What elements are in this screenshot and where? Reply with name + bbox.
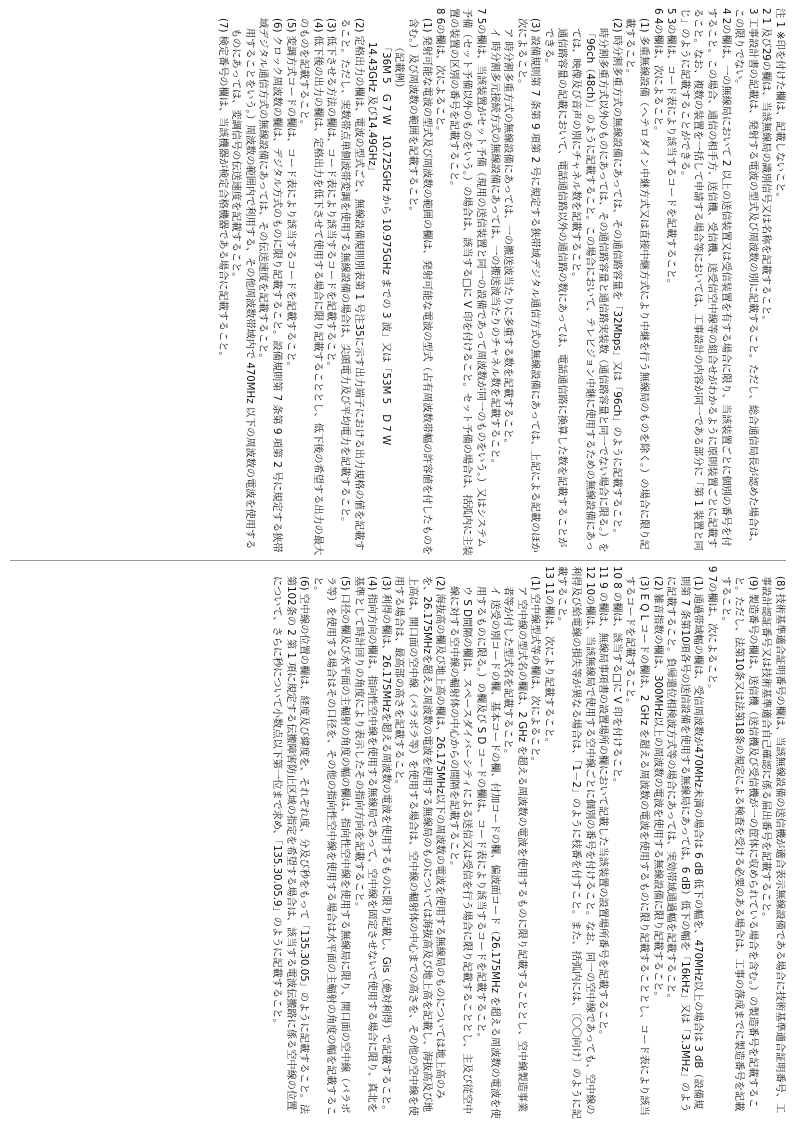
note-line: 時分割多重方式以外のものにあっては、その通信路容量と通信路実装数（通信路容量と同一でない場合に限る。）を「96ch（48ch）」のように記載すること。この場合において、テレビジョン中継に使用するための無線設備にあっては、映像及び音声の別にチャネル数を記載すること。 — [570, 28, 609, 553]
note-line: (9) 製造番号の欄は、送信機（送信機及び受信機が一の筐体に収められている場合を含む。）の製造番号を記載すること。ただし、法第10条又は法第18条の規定による検査を受ける必要のある場合は、工事の落成までに製造番号を記載すること。 — [719, 576, 758, 1112]
note-line: 3 工事設計書の記載は、発射する電波の型式及び周波数の別に記載すること。ただし、総合通信局長が認めた場合は、この限りでない。 — [733, 8, 758, 548]
note-line: 注 1 ※印を付けた欄は、記載しないこと。 — [774, 8, 785, 203]
note-line: (4) 指向方向の欄は、指向性空中線を使用する無線局であって、空中線を固定させないで使用する場合に限り、真北を基準として時計回りの角度により表示したその指向方向を記載すること。 — [352, 576, 378, 1113]
note-line: (1) 発射可能な電波の型式及び周波数の範囲の欄は、発射可能な電波の型式（占有周波数帯幅の許容値を付したものを含む。）及び周波数の範囲を記載すること。 — [406, 18, 432, 556]
note-line: (4) 低下後の出力の欄は、定格出力を低下させて使用する場合に限り記載することとし、低下後の希望する出力の最大のものを記載すること。 — [298, 18, 323, 556]
note-line: ウ S D間隔の欄は、スペースダイバーシティによる送信又は受信を行う場合に限り記載することとし、主及び従空中線に対する空中線の輻射体の中心からの間隔を記載すること。 — [447, 586, 473, 1115]
note-line: イ 送受の別コードの欄、基本コードの欄、付加コードの欄、偏波面コード（26.175MHz を超える周波数の電波を使用するものに限る。）の欄及び S D コードの欄は、コード表により該当するコードを記載すること。 — [474, 586, 500, 1119]
note-line: 7 5の欄は、当該装置がセット予備（現用の送信装置と同一の設備であって周波数が同一のものをいう。）又はシステム予備（セット予備以外のものをいう。）の場合は、該当する□に V 印を付けること。セット予備の場合は、括弧内に主装置の装置の区別の番号を記載すること。 — [447, 8, 486, 556]
note-line: (3) 設備規則第 7 条第 9 項第 2 号に規定する狭帯域デジタル通信方式の無線設備にあっては、上記による記載のほか次によること。 — [515, 18, 541, 553]
note-line: 4 2の欄は、一の無線局において 2 以上の送信装置又は受信装置を有する場合に限り、当該装置ごとに個別の番号を付すること。この場合、通信の相手方、送信機、受信機、送受信空中線等の組合せがわかるように原則装置ごとに記載すること。なお、複数の装置を一括して申請する場合等においては、工事設計の内容が同一である部分に「第 1 装置と同じ」のように記載することができる。 — [678, 8, 731, 551]
note-line: (2) 海抜高の欄及び地上高の欄は、26.175MHz以下の周波数の電波を使用する無線局のものについては地上高のみを、26.175MHzを超える周波数の電波を使用する無線局のものについては海抜高及び地上高を記載し、海抜高及び地上高は、開口面の空中線（パラボラ等）を使用する場合は、空中線の輻射体の中心までの高さを、その他の空中線を使用する場合は、最高部の高さを記載すること。 — [393, 576, 446, 1116]
note-line: (5) 口径の欄及び水平面の主輻射の角度の幅の欄は、指向性空中線を使用する無線局に限り、開口面の空中線（パラボラ等）を使用する場合はその口径を、その他の指向性空中線を使用する場合は水平面の主輻射の角度の幅を記載すること。 — [311, 576, 350, 1116]
note-line: (1) 空中線型式等の欄は、次によること。 — [529, 576, 541, 767]
note-line: 13 11の欄は、次により記載すること。 — [542, 566, 554, 748]
note-line: (1) 通過帯域幅の欄は、受信周波数が470MHz未満の場合は 6 dB 低下の幅を、470MHz以上の場合は 3 dB（設備規則第 7 条第10項各号の送信設備を使用する無線局にあっては、6 dB）低下の幅を「16kHz」又は「3.3MHz」のように記載すること。負帰還位相検波方式等の場合にあっては、実効帯域通過幅を記載すること。 — [665, 576, 704, 1113]
note-line: (2) 雑音指数の欄は、300MHz以上の周波数の電波を使用する無線設備に限り記載すること。 — [651, 576, 663, 1002]
note-line: 通信路容量の記載において、電話通信路以外の通信路の数にあっては、電話通信路に換算した数を記載することができる。 — [542, 28, 568, 548]
note-line: 10 8 の欄は、該当する□に V 印を付けること。 — [610, 566, 622, 789]
note-line: 5 3の欄は、コード表により該当するコードを記載すること。 — [665, 8, 677, 290]
section-divider — [10, 560, 786, 561]
note-line: (8) 技術基準適合証明番号の欄は、当該無線設備の送信機が適合表示無線設備である場合に技術基準適合証明番号、工事設計認証番号又は技術基準適合自己確認に係る届出番号を記載すること。 — [760, 576, 785, 1114]
note-line: (6) クロック周波数の欄は、デジタル方式のものに限り記載すること。設備規則第 7 条第 9 項第 2 号に規定する狭帯域デジタル通信方式の無線設備にあっては、その伝送速度を記載すること。 — [257, 18, 283, 553]
note-line: イ 時分割多元接続方式の無線設備にあっては、一の搬送波当たりのチャネル数を記載すること。 — [488, 28, 500, 469]
note-line: (7) 検定番号の欄は、当該機器が検定合格機器である場合に記載すること。 — [216, 18, 228, 362]
notes-lower-block — [10, 566, 786, 1119]
note-line: 11 9 の欄は、無線局事項書の設置場所の欄において記載した当該装置の設置場所番号を記載すること。 — [597, 566, 609, 1041]
note-line: (2) 定格出力の欄は、電波の型式ごと、無線設備規則別表第 1 号注35に示す出力端子における出力規格の値を記載すること。ただし、実数帯点単側波帯変調を使用する無線設備の場合は、尖頭電力及び平均電力を記載すること。 — [339, 18, 364, 551]
note-line: (3) 低下させる方法の欄は、コード表により該当するコードを記載すること。 — [325, 18, 337, 372]
note-line: 9 7の欄は、次によること。 — [706, 566, 718, 695]
note-line: 12 10の欄は、当該無線局で使用する空中線ごとに個別の番号を付けること。なお、同一の空中線であっても、空中線の利得及び給電線の損失等が異なる場合は、「1－2」のように枝番を付すこと。また、括弧内には、〔〇〇向け〕のように記載すること。 — [556, 566, 595, 1119]
note-line: 「36M 5 G 7 W 10.725GHz から 10.975GHz までの 3 波」又は「53M 5 D 7 W — [379, 42, 391, 446]
note-line: ア 空中線の型式名の欄は、2 GHz を超える周波数の電波を使用するものに限り記載することとし、空中線製造事業者等が付した型式名を記載すること。 — [502, 586, 527, 1113]
note-line: (1) 多重無線設備（ヘテロダイン中継方式又は直接中継方式により中継を行う無線局のものを除く。）の場合に限り記載すること。 — [624, 18, 650, 550]
note-line: 8 6の欄は、次によること。 — [434, 8, 446, 137]
note-line: ア 時分割多重方式の無線設備にあっては、一の搬送波当たりに多重する数を記載すること。 — [502, 28, 514, 449]
note-line: 2 1 及び29の欄は、当該無線局の識別信号又は名称を記載すること。 — [760, 8, 772, 326]
note-line: (5) 変調方式コードの欄は、コード表により該当するコードを記載すること。 — [284, 18, 296, 372]
note-line: 用することをいう。）周波数の範囲内で利用する、その他周波数帯域内で 470MHz 以下の周波数の電波を使用するものにあっては、変調信号の伝送速度を記載すること。 — [230, 28, 255, 550]
notes-upper-block — [10, 8, 786, 556]
notes-lower-text — [10, 566, 786, 1119]
note-line: (3) 利得の欄は、26.175MHzを超える周波数の電波を使用するものに限り記載し、Gis（絶対利得）で記載すること。 — [379, 576, 391, 1116]
note-line: (2) 時分割多重方式の無線設備にあっては、その通信路容量を「32Mbps」又は「96ch」のように記載すること。 — [610, 18, 622, 539]
note-line: (6) 空中線の位置の欄は、経度及び緯度を、それぞれ度、分及び秒をもって「135.30.05」のように記載すること。法第102条の 2 第 1 項に規定する伝搬障害防止区域の指定を希望する場合は、該当する電波伝搬路に係る空中線の位置について、さらに秒について小数点以下第一位まで求め、「135.30.05.9」のように記載すること。 — [271, 576, 310, 1115]
note-line: 14.43GHz 及び14.49GHz」 — [366, 42, 378, 176]
note-line: (3) E Q L コードの欄は、2 GHz を超える周波数の電波を使用するものに限り記載することとし、コード表により該当するコードを記載すること。 — [624, 576, 650, 1116]
notes-upper-text — [10, 8, 786, 556]
note-line: 6 4の欄は、次によること。 — [651, 8, 663, 137]
note-line: （記載例） — [393, 42, 405, 93]
